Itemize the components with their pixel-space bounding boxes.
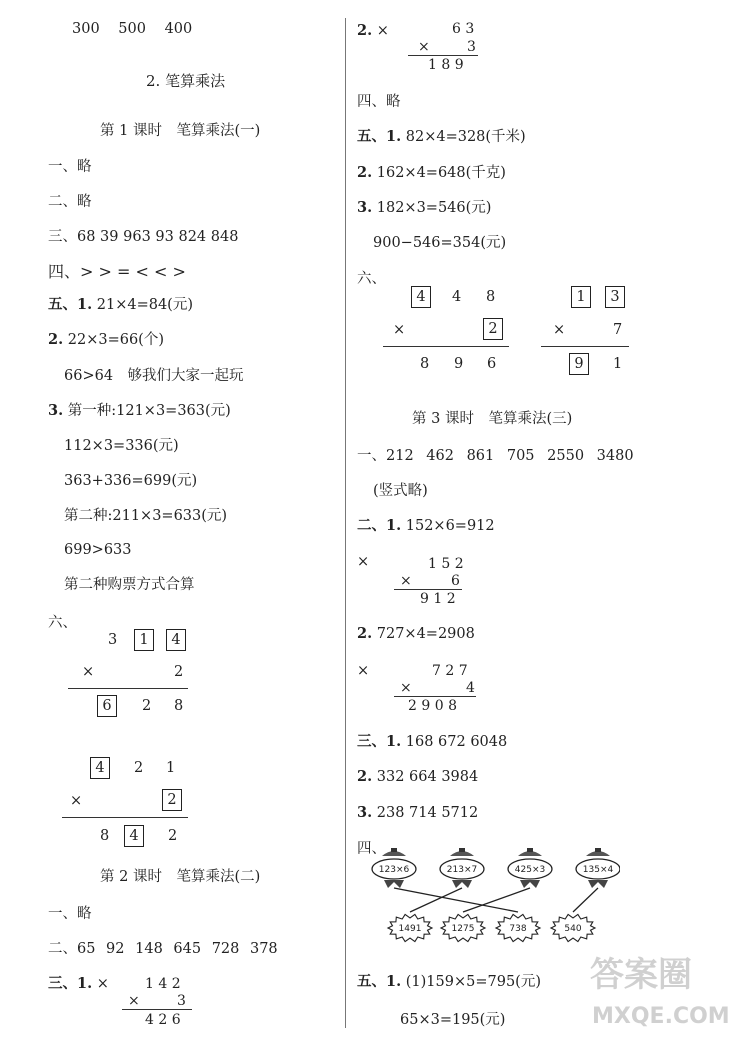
answer-line: 363+336=699(元) xyxy=(64,473,198,489)
pot-icon xyxy=(576,848,620,888)
answer-line: 二、略 xyxy=(48,194,92,210)
product: 1 8 9 xyxy=(428,57,464,73)
sum-line xyxy=(408,55,478,56)
question-number: 2. xyxy=(357,768,373,785)
answer-line xyxy=(48,977,109,992)
sum-line xyxy=(394,589,462,590)
answer-line xyxy=(48,404,231,419)
digit: 2 xyxy=(174,664,184,680)
sum-line xyxy=(541,346,629,347)
multiplicand: 1 5 2 xyxy=(428,556,464,572)
check-mark: × xyxy=(357,663,370,679)
answer-text: 168 672 6048 xyxy=(401,734,508,750)
lesson-title: 第 3 课时 笔算乘法(三) xyxy=(412,411,573,427)
question-number: 2. xyxy=(357,22,373,39)
digit-box: 9 xyxy=(569,353,589,375)
answer-line xyxy=(357,627,475,642)
multiplicand: 1 4 2 xyxy=(145,976,181,992)
answer-line: 900−546=354(元) xyxy=(373,235,507,251)
multiplier: 3 xyxy=(467,39,476,55)
answer-line: 二、65 92 148 645 728 378 xyxy=(48,941,278,957)
times-sign: × xyxy=(393,322,406,338)
star-badge xyxy=(496,914,540,941)
answer-line: 三、68 39 963 93 824 848 xyxy=(48,229,239,245)
answer-line: 一、212 462 861 705 2550 3480 xyxy=(357,448,634,464)
answer-line: 第二种:211×3=633(元) xyxy=(64,508,228,524)
question-number: 五、1. xyxy=(357,973,402,990)
question-number: 2. xyxy=(357,164,373,181)
answer-text: 82×4=328(千米) xyxy=(401,129,526,145)
times-sign: × xyxy=(82,664,95,680)
digit-box: 3 xyxy=(605,286,625,308)
answer-line xyxy=(357,519,495,534)
digit: 3 xyxy=(108,632,118,648)
product: 2 9 0 8 xyxy=(408,698,457,714)
digit: 2 xyxy=(168,828,178,844)
question-number: 三、1. xyxy=(357,733,402,750)
times-sign: × xyxy=(70,793,83,809)
digit-box: 1 xyxy=(134,629,154,651)
answer-line xyxy=(48,333,164,348)
lesson-title: 第 1 课时 笔算乘法(一) xyxy=(100,123,261,139)
times-sign: × xyxy=(400,573,412,589)
digit: 8 xyxy=(486,289,496,305)
answer-line: 一、略 xyxy=(48,159,92,175)
digit-box: 4 xyxy=(124,825,144,847)
multiplicand: 6 3 xyxy=(452,21,475,37)
answer-line: 六、 xyxy=(357,271,386,287)
product: 4 2 6 xyxy=(145,1012,181,1028)
pot-icon xyxy=(440,848,484,888)
question-number: 二、1. xyxy=(357,517,402,534)
answer-line: 四、> > = < < > xyxy=(48,262,186,281)
digit-box: 6 xyxy=(97,695,117,717)
pot-icon xyxy=(508,848,552,888)
question-number: 2. xyxy=(357,625,373,642)
star-badge xyxy=(551,914,595,941)
answer-text: 238 714 5712 xyxy=(372,805,479,821)
check-mark: × xyxy=(357,554,370,570)
answer-line xyxy=(357,806,478,821)
section-title: 2. 笔算乘法 xyxy=(146,72,226,90)
times-sign: × xyxy=(553,322,566,338)
digit-box: 4 xyxy=(411,286,431,308)
answer-line xyxy=(357,735,507,750)
digit-box: 4 xyxy=(166,629,186,651)
watermark-url: MXQE.COM xyxy=(592,1004,730,1029)
answer-text: 162×4=648(千克) xyxy=(372,165,506,181)
pot-label: 213×7 xyxy=(446,865,478,875)
answer-line xyxy=(357,770,478,785)
answer-line: (竖式略) xyxy=(373,483,428,499)
multiplier: 6 xyxy=(451,573,460,589)
pot-label: 425×3 xyxy=(514,865,546,875)
question-number: 3. xyxy=(357,804,373,821)
star-label: 738 xyxy=(509,924,527,934)
star-badge xyxy=(388,914,432,941)
times-sign: × xyxy=(418,39,430,55)
star-label: 1491 xyxy=(398,924,422,934)
times-sign: × xyxy=(400,680,412,696)
answer-line: 一、略 xyxy=(48,906,92,922)
answer-line: 66>64 够我们大家一起玩 xyxy=(64,368,244,384)
star-badge xyxy=(441,914,485,941)
digit: 2 xyxy=(142,698,152,714)
sum-line xyxy=(68,688,188,689)
digit: 2 xyxy=(134,760,144,776)
answer-line xyxy=(357,24,389,39)
multiplier: 3 xyxy=(177,993,186,1009)
answer-text: 22×3=66(个) xyxy=(63,332,164,348)
answer-text: 332 664 3984 xyxy=(372,769,479,785)
pot-label: 135×4 xyxy=(582,865,614,875)
watermark-logo: 答案圈 xyxy=(590,955,692,995)
lesson-title: 第 2 课时 笔算乘法(二) xyxy=(100,869,261,885)
pot-icon xyxy=(372,848,416,888)
answer-line: 六、 xyxy=(48,615,77,631)
digit-box: 4 xyxy=(90,757,110,779)
answer-text: 21×4=84(元) xyxy=(92,297,193,313)
question-number: 五、1. xyxy=(48,296,93,313)
question-number: 五、1. xyxy=(357,128,402,145)
question-number: 三、1. xyxy=(48,975,93,992)
question-number: 3. xyxy=(357,199,373,216)
answer-text: 182×3=546(元) xyxy=(372,200,492,216)
digit: 7 xyxy=(613,322,623,338)
digit: 8 xyxy=(420,356,430,372)
match-line xyxy=(394,888,518,912)
answer-text: 152×6=912 xyxy=(401,518,495,534)
times-sign: × xyxy=(128,993,140,1009)
answer-line xyxy=(357,201,491,216)
sum-line xyxy=(383,346,509,347)
pot-label: 123×6 xyxy=(378,865,410,875)
digit: 6 xyxy=(487,356,497,372)
answer-text: (1)159×5=795(元) xyxy=(401,974,541,990)
digit: 8 xyxy=(100,828,110,844)
digit-box: 2 xyxy=(483,318,503,340)
answer-line: 300 500 400 xyxy=(72,21,193,37)
digit-box: 1 xyxy=(571,286,591,308)
digit: 8 xyxy=(174,698,184,714)
digit: 1 xyxy=(166,760,176,776)
digit-box: 2 xyxy=(162,789,182,811)
answer-line: 四、略 xyxy=(357,94,401,110)
answer-line: 四、 xyxy=(357,841,386,857)
sum-line xyxy=(394,696,476,697)
product: 9 1 2 xyxy=(420,591,456,607)
answer-line xyxy=(48,298,193,313)
sum-line xyxy=(62,817,188,818)
answer-line: 65×3=195(元) xyxy=(400,1012,506,1028)
answer-text: 727×4=2908 xyxy=(372,626,475,642)
answer-line xyxy=(357,166,506,181)
multiplicand: 7 2 7 xyxy=(432,663,468,679)
check-mark: × xyxy=(376,23,389,39)
match-line xyxy=(573,888,598,912)
answer-line: 第二种购票方式合算 xyxy=(64,577,195,593)
star-label: 540 xyxy=(564,924,582,934)
digit: 4 xyxy=(452,289,462,305)
answer-line: 699>633 xyxy=(64,542,132,558)
column-divider xyxy=(345,18,346,1028)
answer-line xyxy=(357,975,541,990)
answer-line: 112×3=336(元) xyxy=(64,438,179,454)
multiplier: 4 xyxy=(466,680,475,696)
sum-line xyxy=(122,1009,192,1010)
digit: 1 xyxy=(613,356,623,372)
star-label: 1275 xyxy=(451,924,475,934)
question-number: 3. xyxy=(48,402,64,419)
digit: 9 xyxy=(454,356,464,372)
matching-diagram xyxy=(370,848,620,948)
question-number: 2. xyxy=(48,331,64,348)
check-mark: × xyxy=(96,976,109,992)
answer-text: 第一种:121×3=363(元) xyxy=(63,403,231,419)
answer-line xyxy=(357,130,526,145)
